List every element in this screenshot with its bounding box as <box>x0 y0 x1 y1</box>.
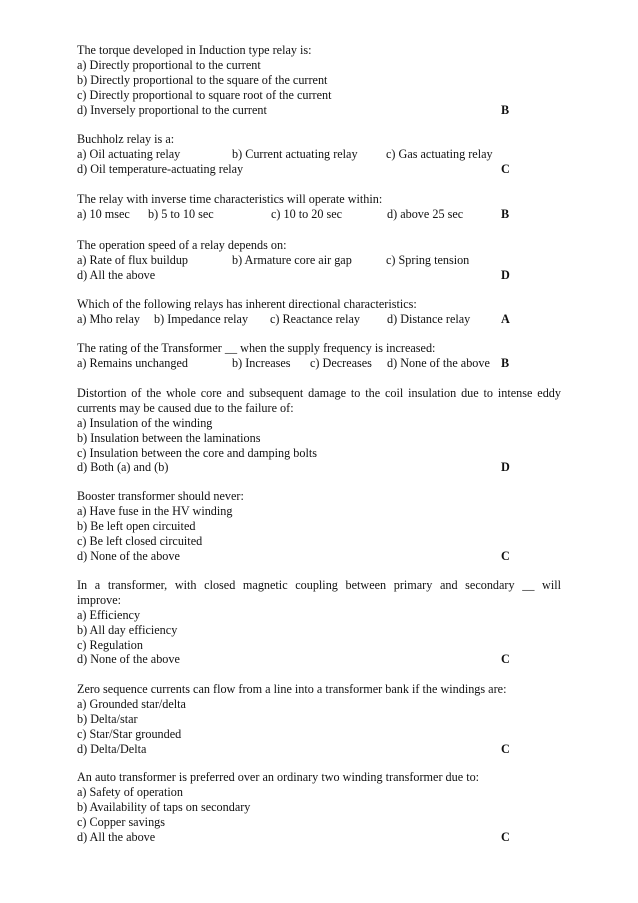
option-a: a) Mho relay <box>77 311 140 326</box>
option-c: c) Regulation <box>77 637 143 652</box>
option-a: a) Remains unchanged <box>77 355 189 370</box>
question-stem: Booster transformer should never: <box>77 489 244 503</box>
question-stem: In a transformer, with closed magnetic coupling between primary and secondary __ will <box>77 578 561 592</box>
option-d-text: d) None of the above <box>77 652 180 667</box>
options-row <box>77 147 561 162</box>
options-row <box>77 268 561 283</box>
option-a: a) Insulation of the winding <box>77 415 213 430</box>
options-row <box>77 162 561 177</box>
question-stem-continued: improve: <box>77 592 122 607</box>
option-c: c) Gas actuating relay <box>386 146 493 161</box>
question-stem: The operation speed of a relay depends on: <box>77 238 287 252</box>
question-stem: The rating of the Transformer __ when the supply frequency is increased: <box>77 341 436 355</box>
question-6 <box>77 341 561 371</box>
option-b: b) 5 to 10 sec <box>148 206 214 221</box>
option-d: d) above 25 sec <box>387 206 464 221</box>
question-8 <box>77 489 561 563</box>
option-b: b) Armature core air gap <box>232 252 352 267</box>
question-stem: Which of the following relays has inherent directional characteristics: <box>77 297 417 311</box>
options-row <box>77 356 561 371</box>
option-c: c) Directly proportional to square root of the current <box>77 87 332 102</box>
option-d <box>77 652 561 667</box>
answer-key: A <box>501 311 510 326</box>
option-b: b) Increases <box>232 355 291 370</box>
answer-key: D <box>501 267 510 282</box>
answer-key: C <box>501 829 510 844</box>
question-9 <box>77 578 561 667</box>
options-row <box>77 207 561 222</box>
option-b: b) Be left open circuited <box>77 518 196 533</box>
option-b: b) All day efficiency <box>77 622 178 637</box>
option-c: c) Insulation between the core and damping bolts <box>77 445 317 460</box>
answer-key: D <box>501 460 510 475</box>
option-d <box>77 742 561 757</box>
question-3 <box>77 192 561 222</box>
answer-key: B <box>501 102 510 117</box>
option-a: a) Have fuse in the HV winding <box>77 503 233 518</box>
question-4 <box>77 238 561 283</box>
question-stem: The torque developed in Induction type relay is: <box>77 43 312 57</box>
option-c: c) Spring tension <box>386 252 470 267</box>
option-d: d) All the above <box>77 267 156 282</box>
option-b: b) Insulation between the laminations <box>77 430 261 445</box>
question-stem: An auto transformer is preferred over an ordinary two winding transformer due to: <box>77 770 480 784</box>
option-a: a) Rate of flux buildup <box>77 252 189 267</box>
option-d: d) Distance relay <box>387 311 471 326</box>
question-stem: Zero sequence currents can flow from a line into a transformer bank if the windings are: <box>77 682 507 696</box>
option-b: b) Current actuating relay <box>232 146 358 161</box>
option-d: d) None of the above <box>387 355 490 370</box>
question-11 <box>77 770 561 844</box>
option-b: b) Availability of taps on secondary <box>77 799 251 814</box>
option-d-text: d) All the above <box>77 829 156 844</box>
answer-key: B <box>501 355 510 370</box>
option-c: c) Decreases <box>310 355 372 370</box>
option-d-text: d) Inversely proportional to the current <box>77 102 267 117</box>
option-d <box>77 103 561 118</box>
option-d <box>77 830 561 845</box>
question-stem-continued: currents may be caused due to the failure of: <box>77 400 294 415</box>
question-1 <box>77 43 561 117</box>
question-5 <box>77 297 561 327</box>
option-d-text: d) None of the above <box>77 548 180 563</box>
option-b: b) Directly proportional to the square of the current <box>77 72 328 87</box>
answer-key: C <box>501 161 510 176</box>
option-a: a) Oil actuating relay <box>77 146 181 161</box>
option-a: a) Safety of operation <box>77 784 183 799</box>
option-d <box>77 460 561 475</box>
option-d: d) Oil temperature-actuating relay <box>77 161 244 176</box>
option-a: a) 10 msec <box>77 206 130 221</box>
question-stem: Buchholz relay is a: <box>77 132 175 146</box>
option-d-text: d) Delta/Delta <box>77 741 147 756</box>
option-c: c) 10 to 20 sec <box>271 206 343 221</box>
question-2 <box>77 132 561 177</box>
option-b: b) Impedance relay <box>154 311 249 326</box>
option-a: a) Directly proportional to the current <box>77 57 261 72</box>
option-c: c) Star/Star grounded <box>77 726 182 741</box>
answer-key: C <box>501 741 510 756</box>
question-10 <box>77 682 561 756</box>
option-a: a) Grounded star/delta <box>77 696 186 711</box>
question-7 <box>77 386 561 475</box>
option-c: c) Be left closed circuited <box>77 533 203 548</box>
option-b: b) Delta/star <box>77 711 138 726</box>
answer-key: C <box>501 652 510 667</box>
option-c: c) Reactance relay <box>270 311 360 326</box>
answer-key: B <box>501 206 510 221</box>
options-row <box>77 312 561 327</box>
option-d <box>77 549 561 564</box>
answer-key: C <box>501 548 510 563</box>
option-c: c) Copper savings <box>77 814 166 829</box>
question-stem: The relay with inverse time characteristics will operate within: <box>77 192 383 206</box>
option-d-text: d) Both (a) and (b) <box>77 460 169 475</box>
options-row <box>77 253 561 268</box>
option-a: a) Efficiency <box>77 607 141 622</box>
question-stem: Distortion of the whole core and subsequent damage to the coil insulation due to intense eddy <box>77 386 561 400</box>
